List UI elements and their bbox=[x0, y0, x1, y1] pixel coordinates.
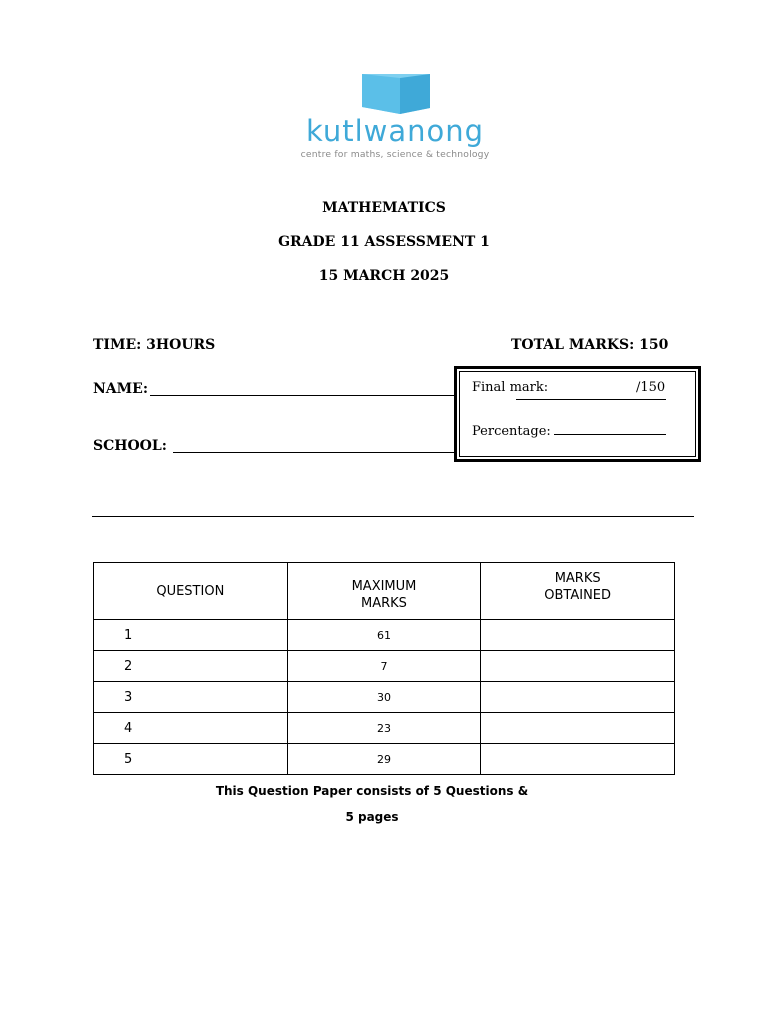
logo-tagline: centre for maths, science & technology bbox=[300, 149, 490, 160]
maximum-marks: 30 bbox=[287, 682, 481, 713]
section-divider bbox=[92, 516, 694, 517]
question-number: 1 bbox=[94, 620, 288, 651]
name-label: NAME: bbox=[93, 381, 148, 397]
marks-obtained-cell[interactable] bbox=[481, 713, 675, 744]
question-number: 5 bbox=[94, 744, 288, 775]
header-marks-label: MARKS bbox=[361, 596, 407, 611]
maximum-marks: 61 bbox=[287, 620, 481, 651]
maximum-marks: 29 bbox=[287, 744, 481, 775]
final-mark-label: Final mark: bbox=[472, 380, 549, 395]
logo-wordmark: kutlwanong bbox=[305, 114, 485, 148]
header-maximum-label: MAXIMUM bbox=[351, 579, 417, 594]
assessment-title: GRADE 11 ASSESSMENT 1 bbox=[278, 234, 490, 250]
paper-info-line2: 5 pages bbox=[345, 810, 399, 824]
question-number: 4 bbox=[94, 713, 288, 744]
header-question-label: QUESTION bbox=[156, 583, 225, 599]
table-row bbox=[94, 651, 675, 682]
time-label: TIME: 3HOURS bbox=[93, 337, 216, 353]
question-number: 3 bbox=[94, 682, 288, 713]
question-number: 2 bbox=[94, 651, 288, 682]
subject-title: MATHEMATICS bbox=[322, 200, 446, 216]
table-header-row bbox=[94, 563, 675, 620]
table-row bbox=[94, 744, 675, 775]
exam-date: 15 MARCH 2025 bbox=[318, 268, 450, 284]
table-row bbox=[94, 713, 675, 744]
name-field[interactable] bbox=[150, 395, 457, 396]
header-question bbox=[94, 563, 288, 620]
header-maximum-marks bbox=[287, 563, 481, 620]
total-marks-label: TOTAL MARKS: 150 bbox=[511, 337, 669, 353]
percentage-label: Percentage: bbox=[472, 424, 551, 439]
paper-info-line1: This Question Paper consists of 5 Questions & bbox=[215, 784, 529, 798]
marks-obtained-cell[interactable] bbox=[481, 682, 675, 713]
school-label: SCHOOL: bbox=[93, 438, 167, 454]
cube-logo-icon bbox=[358, 74, 434, 114]
header-marks-obtained bbox=[481, 563, 675, 620]
header-obtained-label: OBTAINED bbox=[544, 588, 612, 603]
header-marks2-label: MARKS bbox=[554, 571, 601, 586]
marks-table bbox=[93, 562, 675, 775]
percentage-field[interactable] bbox=[554, 434, 666, 435]
final-mark-field[interactable] bbox=[516, 399, 666, 400]
table-row bbox=[94, 682, 675, 713]
final-mark-box bbox=[454, 366, 701, 462]
school-field[interactable] bbox=[173, 452, 457, 453]
marks-obtained-cell[interactable] bbox=[481, 620, 675, 651]
maximum-marks: 7 bbox=[287, 651, 481, 682]
final-mark-total: /150 bbox=[636, 380, 666, 395]
table-row bbox=[94, 620, 675, 651]
marks-obtained-cell[interactable] bbox=[481, 744, 675, 775]
marks-obtained-cell[interactable] bbox=[481, 651, 675, 682]
maximum-marks: 23 bbox=[287, 713, 481, 744]
